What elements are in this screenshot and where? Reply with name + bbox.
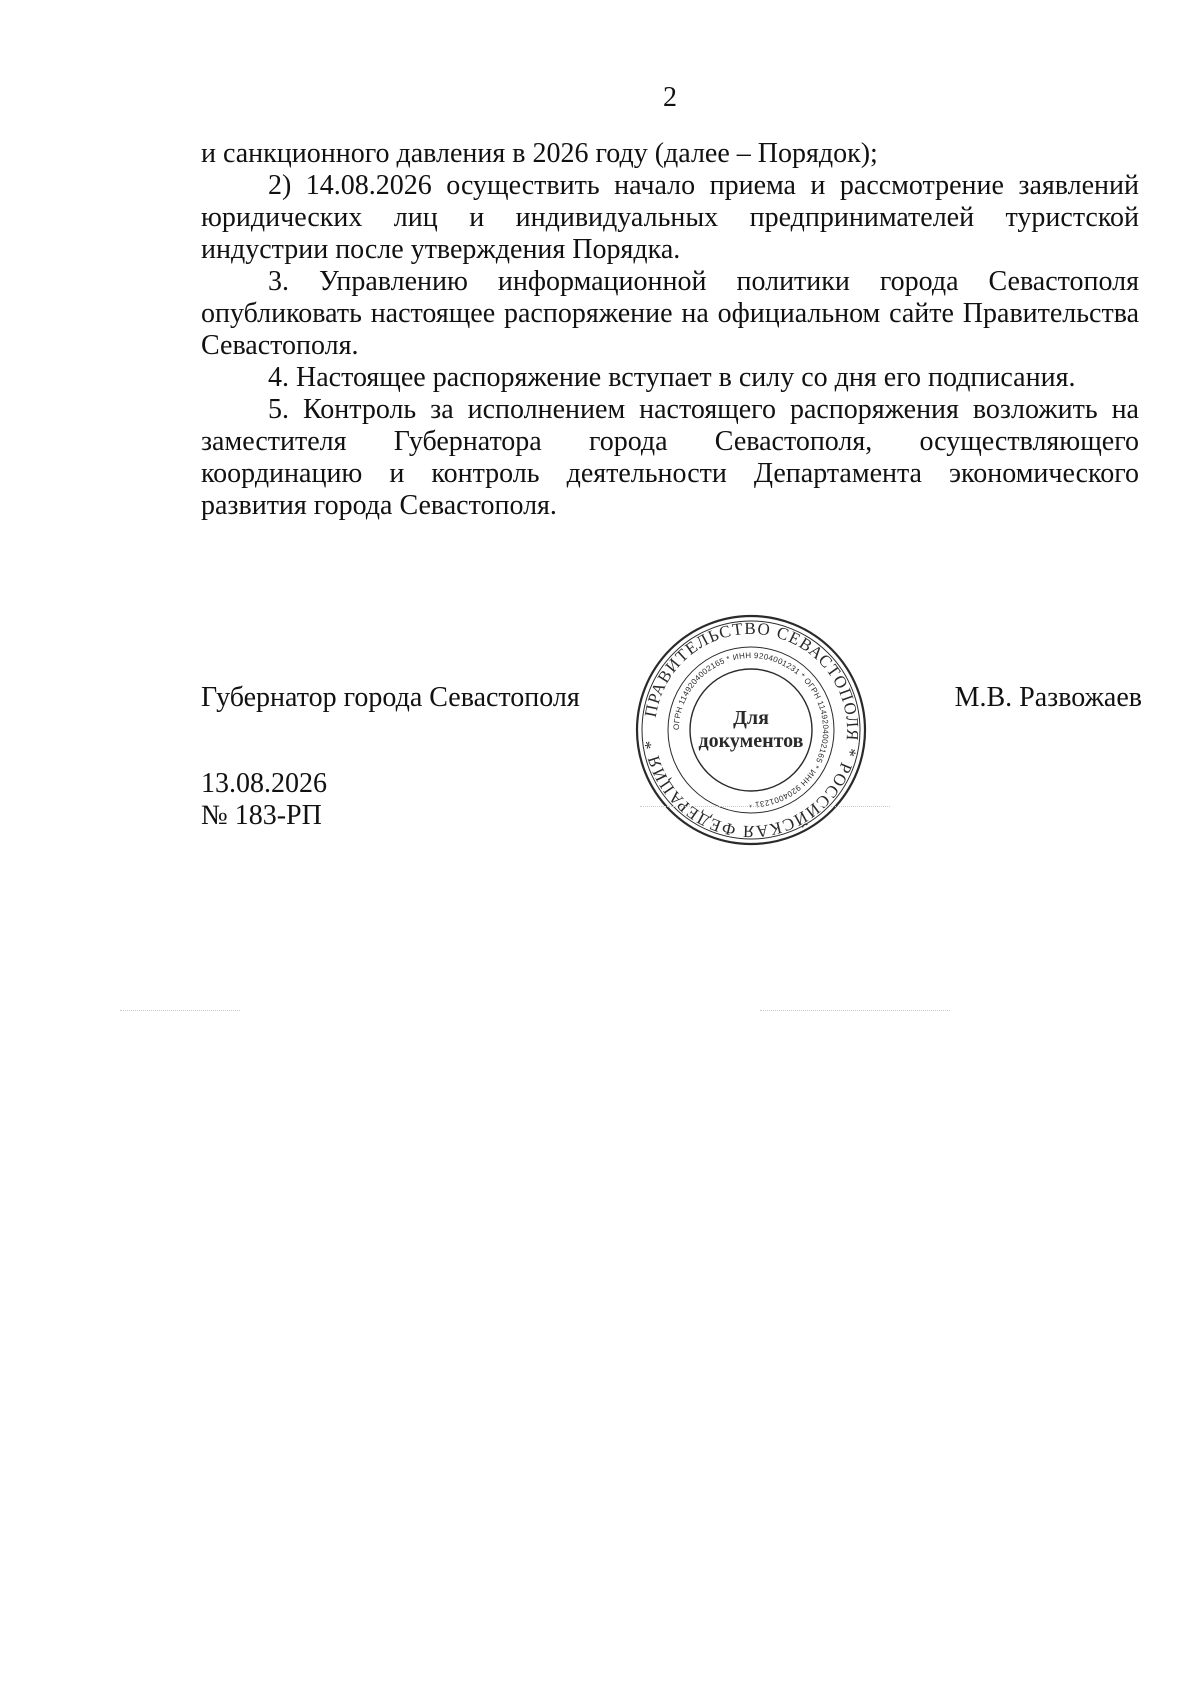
paragraph-item-3: 3. Управлению информационной политики города Севастополя опубликовать настоящее распоряжение на официальном сайте Правительства Севастополя. (201, 266, 1139, 361)
document-number: № 183-РП (201, 800, 322, 831)
official-seal-stamp (633, 612, 869, 848)
order-body (201, 138, 1139, 522)
scan-speck (820, 806, 890, 808)
seal-outer-text: ПРАВИТЕЛЬСТВО СЕВАСТОПОЛЯ * РОССИЙСКАЯ ФЕДЕРАЦИЯ * (640, 618, 863, 842)
paragraph-continuation: и санкционного давления в 2026 году (далее – Порядок); (201, 138, 878, 169)
paragraph-item-2: 2) 14.08.2026 осуществить начало приема и рассмотрение заявлений юридических лиц и индивидуальных предпринимателей туристской индустрии после утверждения Порядка. (201, 170, 1139, 265)
scan-speck (120, 1010, 240, 1012)
scan-speck (760, 1010, 950, 1012)
document-date: 13.08.2026 (201, 768, 327, 799)
seal-center-line-2: документов (698, 730, 804, 752)
scan-speck (640, 806, 760, 808)
paragraph-item-4: 4. Настоящее распоряжение вступает в силу со дня его подписания. (268, 362, 1076, 393)
seal-inner-text: ОГРН 1149204002165 * ИНН 9204001231 * ОГРН 1149204002165 * ИНН 9204001231 * (671, 650, 831, 810)
signatory-title: Губернатор города Севастополя (201, 682, 580, 713)
paragraph-item-5: 5. Контроль за исполнением настоящего распоряжения возложить на заместителя Губернатора города Севастополя, осуществляющего координацию и контроль деятельности Департамента экономического развития города Севастополя. (201, 394, 1139, 521)
seal-center-line-1: Для (733, 707, 769, 729)
signatory-name: М.В. Развожаев (954, 682, 1142, 713)
page-number: 2 (663, 82, 677, 113)
